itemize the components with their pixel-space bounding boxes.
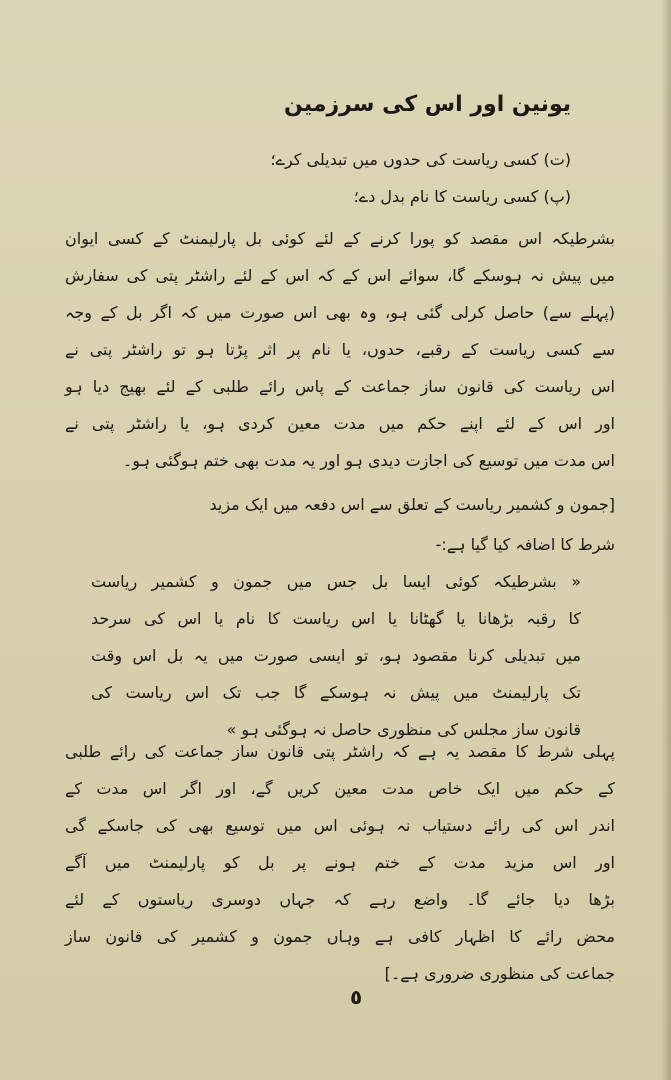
- text-line: جماعت کی منظوری ضروری ہے۔]: [384, 964, 615, 983]
- text-line: قانون ساز مجلس کی منظوری حاصل نہ ہوگئی ہو »: [226, 720, 581, 739]
- text-line: میں تبدیلی کرنا مقصود ہو، تو ایسی صورت میں یہ بل اس وقت: [91, 646, 581, 665]
- text-line: میں پیش نہ ہوسکے گا، سوائے اس کے کہ اس کے لئے راشٹر پتی کی سفارش: [65, 266, 615, 285]
- page-edge-shadow: [661, 0, 671, 1080]
- text-line: سے کسی ریاست کے رقبے، حدوں، یا نام پر اثر پڑتا ہو تو راشٹر پتی نے: [65, 340, 615, 359]
- text-line: [جمون و کشمیر ریاست کے تعلق سے اس دفعہ میں ایک مزید: [209, 495, 615, 514]
- text-line: کا رقبہ بڑھانا یا گھٹانا یا اس ریاست کا نام یا اس کی سرحد: [91, 609, 581, 628]
- quoted-proviso: [91, 563, 581, 748]
- page-number: ٥: [350, 985, 363, 1009]
- text-line: اور اس مزید مدت کے ختم ہونے پر بل کو پارلیمنٹ میں آگے: [65, 853, 615, 872]
- text-line: (پہلے سے) حاصل کرلی گئی ہو، وہ بھی اس صورت میں کہ اگر بل کے وجہ: [65, 303, 615, 322]
- text-line: بڑھا دیا جائے گا۔ واضع رہے کہ جہاں دوسری ریاستوں کے لئے: [65, 890, 615, 909]
- text-line: اس مدت میں توسیع کی اجازت دیدی ہو اور یہ مدت بھی ختم ہوگئی ہو۔: [122, 451, 615, 470]
- explanation-paragraph: [65, 733, 615, 992]
- text-line: کے حکم میں ایک خاص مدت معین کریں گے، اور اگر اس مدت کے: [65, 779, 615, 798]
- clause-t: (ت) کسی ریاست کی حدوں میں تبدیلی کرے؛: [270, 150, 571, 169]
- text-line: محض رائے کا اظہار کافی ہے وہاں جمون و کشمیر کی قانون ساز: [65, 927, 615, 946]
- text-line: اس ریاست کی قانون ساز جماعت کے پاس رائے طلبی کے لئے بھیج دیا ہو: [65, 377, 615, 396]
- text-line: بشرطیکہ اس مقصد کو پورا کرنے کے لئے کوئی بل پارلیمنٹ کے کسی ایوان: [65, 229, 615, 248]
- proviso-paragraph: [65, 220, 615, 479]
- running-head: یونین اور اس کی سرزمین: [284, 92, 571, 117]
- text-line: پہلی شرط کا مقصد یہ ہے کہ راشٹر پتی قانون ساز جماعت کی رائے طلبی: [65, 742, 615, 761]
- text-line: شرط کا اضافہ کیا گیا ہے:-: [435, 535, 615, 554]
- text-line: تک پارلیمنٹ میں پیش نہ ہوسکے گا جب تک اس ریاست کی: [91, 683, 581, 702]
- kashmir-note: [75, 485, 615, 565]
- clause-p: (پ) کسی ریاست کا نام بدل دے؛: [353, 187, 571, 206]
- text-line: « بشرطیکہ کوئی ایسا بل جس میں جمون و کشمیر ریاست: [91, 572, 581, 591]
- text-line: اندر اس کی رائے دستیاب نہ ہوئی اس میں توسیع بھی کی جاسکے گی: [65, 816, 615, 835]
- text-line: اور اس کے لئے اپنے حکم میں مدت معین کردی ہو، یا راشٹر پتی نے: [65, 414, 615, 433]
